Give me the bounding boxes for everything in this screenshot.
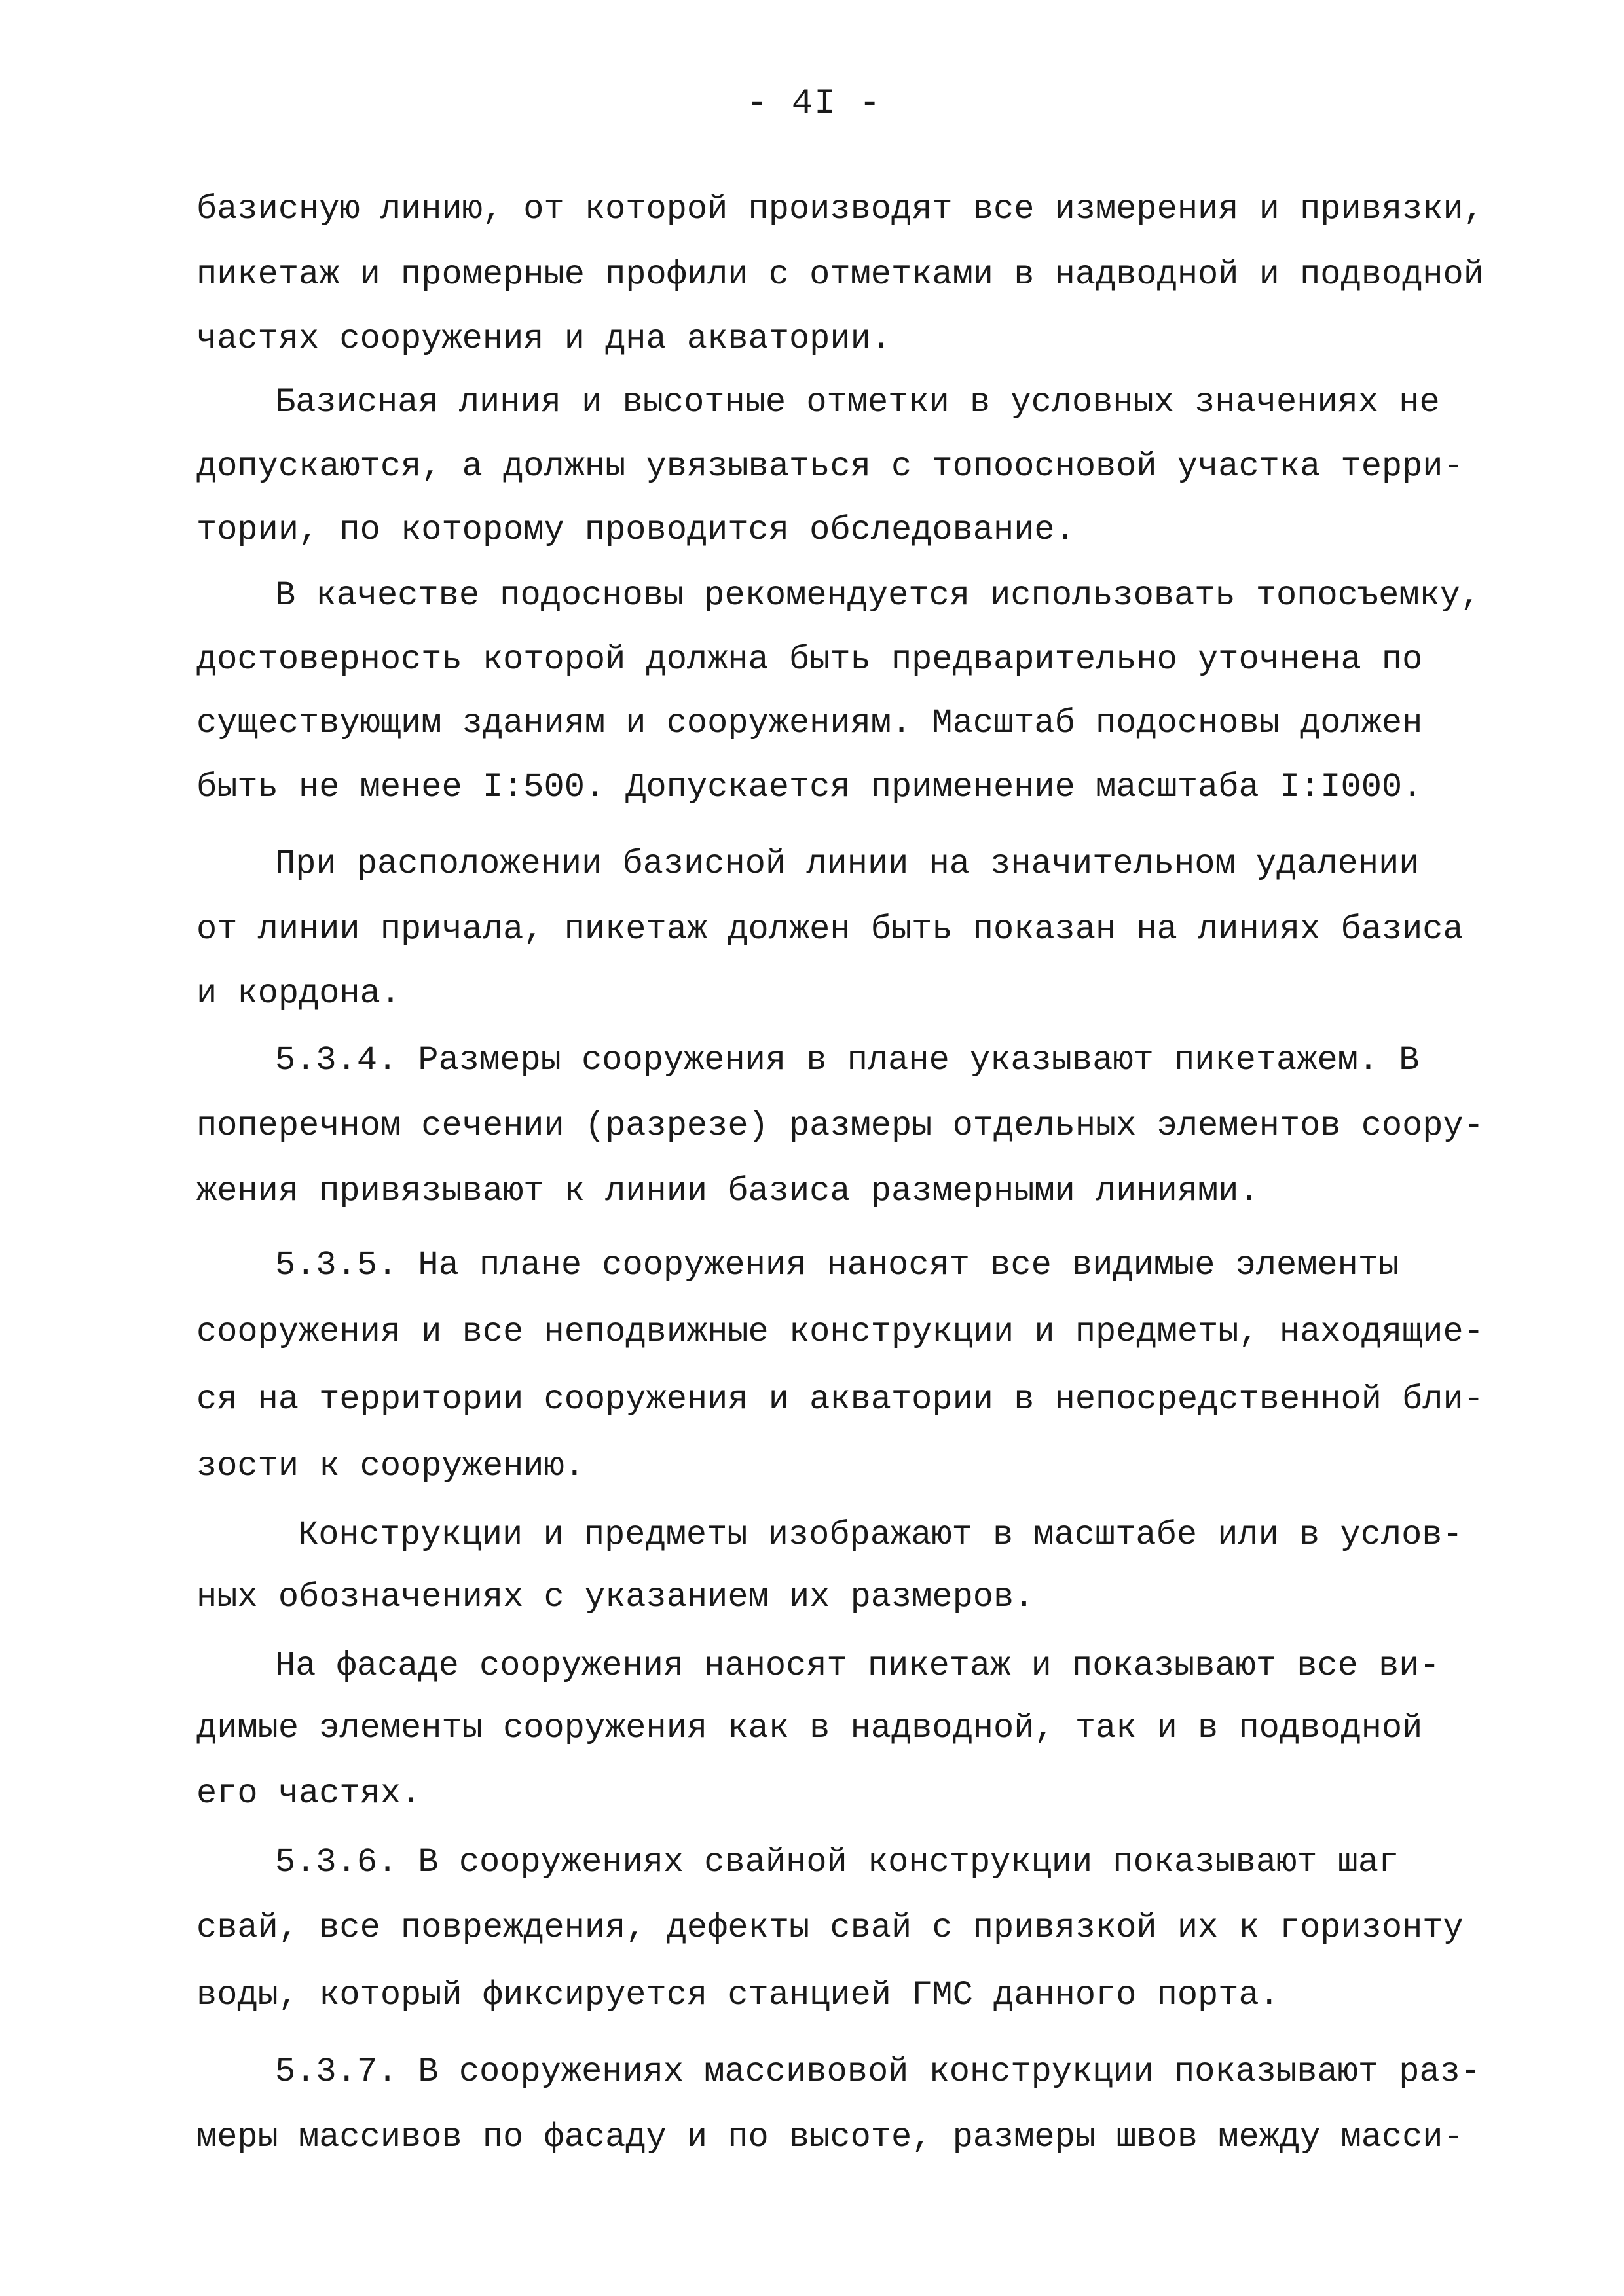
text-line: существующим зданиям и сооружениям. Масштаб подосновы должен bbox=[196, 704, 1423, 742]
text-line: При расположении базисной линии на значительном удалении bbox=[275, 845, 1420, 883]
text-line: сооружения и все неподвижные конструкции и предметы, находящие- bbox=[196, 1313, 1484, 1351]
text-line: поперечном сечении (разрезе) размеры отдельных элементов соору- bbox=[196, 1106, 1484, 1145]
text-line: Конструкции и предметы изображают в масштабе или в услов- bbox=[298, 1516, 1463, 1554]
text-line: 5.3.4. Размеры сооружения в плане указывают пикетажем. В bbox=[275, 1041, 1420, 1080]
text-line: достоверность которой должна быть предварительно уточнена по bbox=[196, 640, 1423, 679]
text-line: ся на территории сооружения и акватории в непосредственной бли- bbox=[196, 1380, 1484, 1419]
text-line: жения привязывают к линии базиса размерными линиями. bbox=[196, 1172, 1259, 1211]
text-line: ных обозначениях с указанием их размеров. bbox=[196, 1578, 1035, 1616]
text-line: от линии причала, пикетаж должен быть показан на линиях базиса bbox=[196, 910, 1464, 949]
text-line: В качестве подосновы рекомендуется использовать топосъемку, bbox=[275, 576, 1481, 615]
text-line: тории, по которому проводится обследование. bbox=[196, 511, 1075, 549]
text-line: свай, все повреждения, дефекты свай с привязкой их к горизонту bbox=[196, 1908, 1464, 1947]
text-line: частях сооружения и дна акватории. bbox=[196, 319, 891, 358]
text-line: быть не менее I:500. Допускается применение масштаба I:I000. bbox=[196, 768, 1423, 807]
text-line: 5.3.6. В сооружениях свайной конструкции показывают шаг bbox=[275, 1843, 1399, 1882]
text-line: На фасаде сооружения наносят пикетаж и показывают все ви- bbox=[275, 1647, 1440, 1685]
text-line: пикетаж и промерные профили с отметками в надводной и подводной bbox=[196, 255, 1484, 294]
text-line: зости к сооружению. bbox=[196, 1447, 585, 1485]
text-line: базисную линию, от которой производят все измерения и привязки, bbox=[196, 190, 1484, 228]
text-line: его частях. bbox=[196, 1774, 422, 1813]
text-line: 5.3.7. В сооружениях массивовой конструкции показывают раз- bbox=[275, 2052, 1481, 2091]
text-line: 5.3.5. На плане сооружения наносят все видимые элементы bbox=[275, 1246, 1399, 1285]
text-line: воды, который фиксируется станцией ГМС данного порта. bbox=[196, 1976, 1280, 2014]
page-number: - 4I - bbox=[747, 84, 882, 124]
text-line: допускаются, а должны увязываться с топоосновой участка терри- bbox=[196, 447, 1464, 486]
text-line: димые элементы сооружения как в надводной, так и в подводной bbox=[196, 1709, 1423, 1747]
text-line: меры массивов по фасаду и по высоте, размеры швов между масси- bbox=[196, 2118, 1464, 2157]
text-line: и кордона. bbox=[196, 974, 401, 1013]
text-line: Базисная линия и высотные отметки в условных значениях не bbox=[275, 383, 1440, 422]
